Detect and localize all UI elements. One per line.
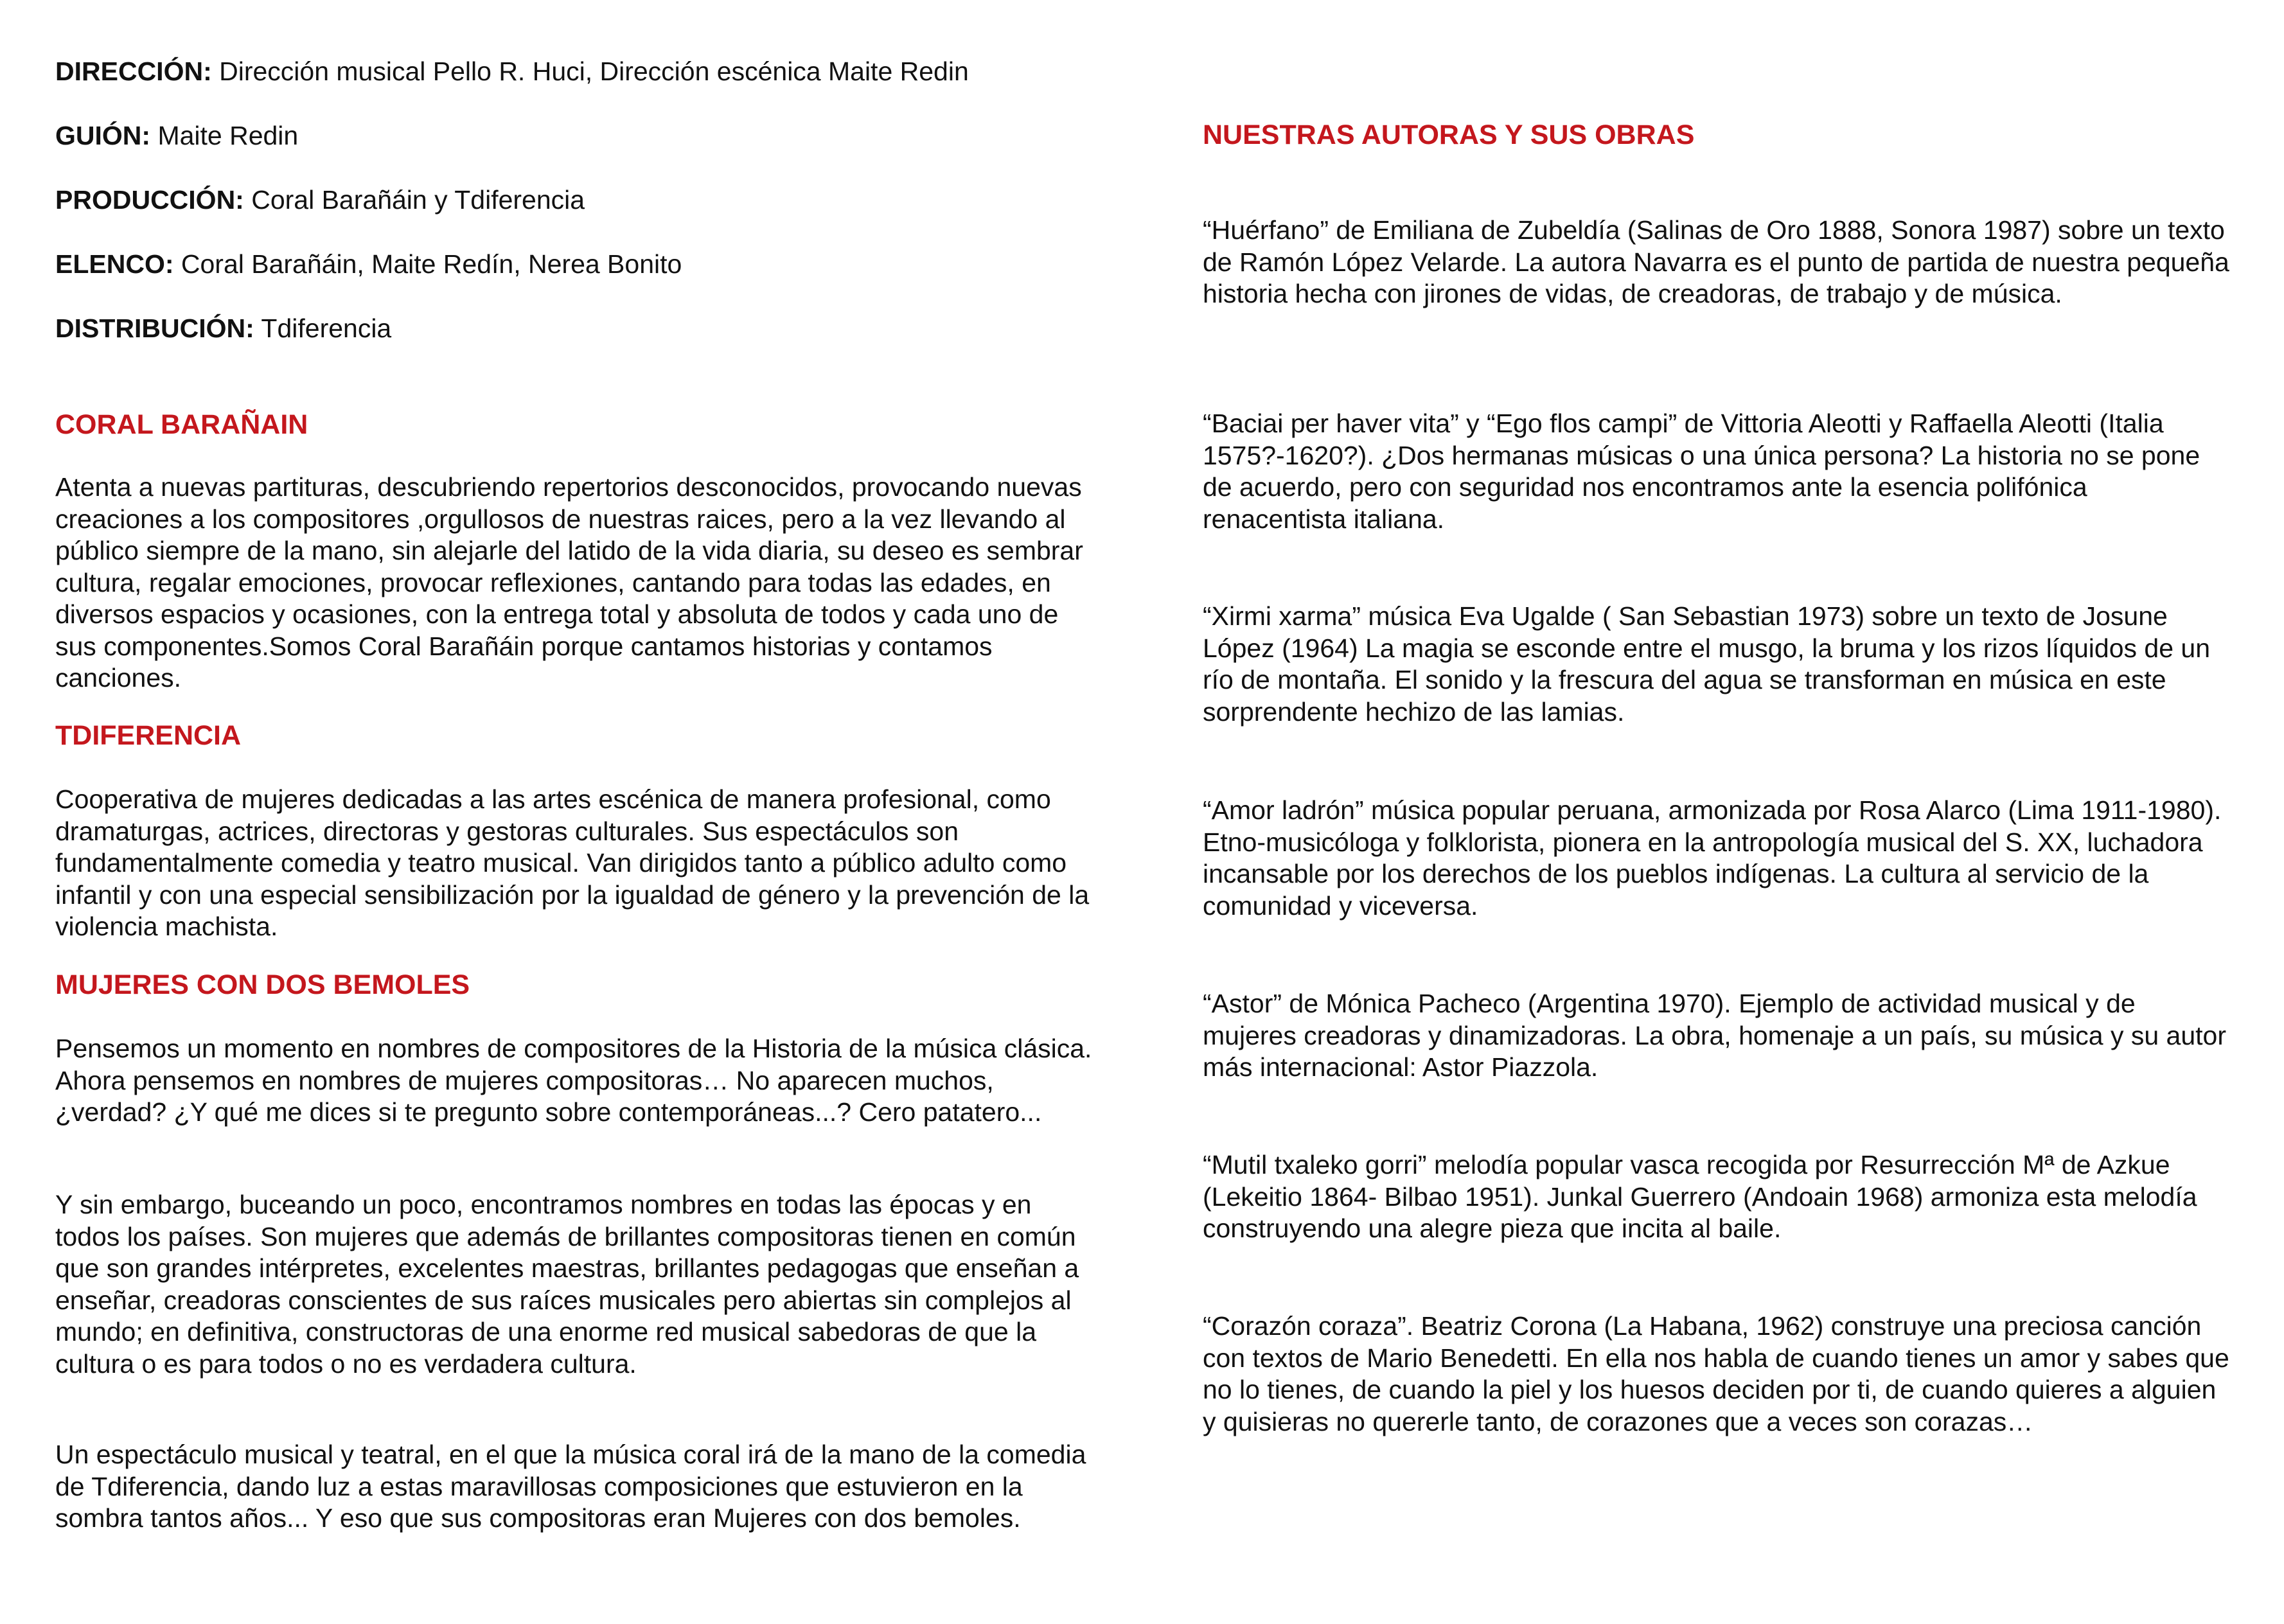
credit-produccion <box>55 184 585 216</box>
section-heading-tdiferencia: TDIFERENCIA <box>55 720 242 751</box>
work-entry-astor: “Astor” de Mónica Pacheco (Argentina 1970). Ejemplo de actividad musical y de mujeres creadoras y dinamizadoras. La obra, homenaje a un país, su música y su autor más internacional: Astor Piazzola. <box>1203 989 2226 1082</box>
mujeres-paragraph-2: Y sin embargo, buceando un poco, encontramos nombres en todas las épocas y en todos los países. Son mujeres que además de brillantes compositoras tienen en común que son grandes intérpretes, excelentes maestras, brillantes pedagogas que enseñan a enseñar, creadoras conscientes de sus raíces musicales pero abiertas sin complejos al mundo; en definitiva, constructoras de una enorme red musical sabedoras de que la cultura o es para todos o no es verdadera cultura. <box>55 1190 1079 1379</box>
credit-label: ELENCO: <box>55 249 174 279</box>
credit-distribucion <box>55 312 391 344</box>
credit-label: GUIÓN: <box>55 121 151 150</box>
coral-baranain-paragraph: Atenta a nuevas partituras, descubriendo repertorios desconocidos, provocando nuevas creaciones a los compositores ,orgullosos de nuestras raices, pero a la vez llevando al público siempre de la mano, sin alejarle del latido de la vida diaria, su deseo es sembrar cultura, regalar emociones, provocar reflexiones, cantando para todas las edades, en diversos espacios y ocasiones, con la entrega total y absoluta de todos y cada uno de sus componentes.Somos Coral Barañáin porque cantamos historias y contamos canciones. <box>55 472 1083 693</box>
credit-direccion <box>55 55 969 87</box>
work-entry-mutil-txaleko-gorri: “Mutil txaleko gorri” melodía popular vasca recogida por Resurrección Mª de Azkue (Lekeitio 1864- Bilbao 1951). Junkal Guerrero (Andoain 1968) armoniza esta melodía construyendo una alegre pieza que incita al baile. <box>1203 1150 2197 1243</box>
credit-value: Maite Redin <box>150 121 299 150</box>
mujeres-paragraph-3: Un espectáculo musical y teatral, en el que la música coral irá de la mano de la comedia de Tdiferencia, dando luz a estas maravillosas composiciones que estuvieron en la sombra tantos años... Y eso que sus compositoras eran Mujeres con dos bemoles. <box>55 1440 1086 1533</box>
work-entry-amor-ladron: “Amor ladrón” música popular peruana, armonizada por Rosa Alarco (Lima 1911-1980). Etno-musicóloga y folklorista, pionera en la antropología musical del S. XX, luchadora incansable por los derechos de los pueblos indígenas. La cultura al servicio de la comunidad y viceversa. <box>1203 795 2222 921</box>
work-entry-huerfano: “Huérfano” de Emiliana de Zubeldía (Salinas de Oro 1888, Sonora 1987) sobre un texto de Ramón López Velarde. La autora Navarra es el punto de partida de nuestra pequeña historia hecha con jirones de vidas, de creadoras, de trabajo y de música. <box>1203 215 2229 308</box>
work-entry-corazon-coraza: “Corazón coraza”. Beatriz Corona (La Habana, 1962) construye una preciosa canción con textos de Mario Benedetti. En ella nos habla de cuando tienes un amor y sabes que no lo tienes, de cuando la piel y los huesos deciden por ti, de cuando quieres a alguien y quisieras no quererle tanto, de corazones que a veces son corazas… <box>1203 1311 2229 1436</box>
credit-value: Coral Barañáin y Tdiferencia <box>243 185 585 215</box>
mujeres-paragraph-1: Pensemos un momento en nombres de compositores de la Historia de la música clásica. Ahora pensemos en nombres de mujeres compositoras… No aparecen muchos, ¿verdad? ¿Y qué me dices si te pregunto sobre contemporáneas...? Cero patatero... <box>55 1034 1092 1127</box>
credit-label: DIRECCIÓN: <box>55 57 212 86</box>
section-heading-nuestras-autoras: NUESTRAS AUTORAS Y SUS OBRAS <box>1203 119 1695 150</box>
credit-value: Dirección musical Pello R. Huci, Dirección escénica Maite Redin <box>211 57 969 86</box>
credit-label: PRODUCCIÓN: <box>55 185 244 215</box>
credit-value: Tdiferencia <box>254 313 392 343</box>
section-heading-coral-baranain: CORAL BARAÑAIN <box>55 409 308 440</box>
work-entry-baciai: “Baciai per haver vita” y “Ego flos campi” de Vittoria Aleotti y Raffaella Aleotti (Italia 1575?-1620?). ¿Dos hermanas músicas o una única persona? La historia no se pone de acuerdo, pero con seguridad nos encontramos ante la esencia polifónica renacentista italiana. <box>1203 409 2200 534</box>
work-entry-xirmi-xarma: “Xirmi xarma” música Eva Ugalde ( San Sebastian 1973) sobre un texto de Josune López (1964) La magia se esconde entre el musgo, la bruma y los rizos líquidos de un río de montaña. El sonido y la frescura del agua se transforman en música en este sorprendente hechizo de las lamias. <box>1203 601 2211 727</box>
credit-elenco <box>55 248 682 280</box>
section-heading-mujeres-con-dos-bemoles: MUJERES CON DOS BEMOLES <box>55 969 470 1000</box>
credit-label: DISTRIBUCIÓN: <box>55 313 254 343</box>
credit-guion <box>55 119 298 152</box>
credit-value: Coral Barañáin, Maite Redín, Nerea Bonito <box>173 249 682 279</box>
tdiferencia-paragraph: Cooperativa de mujeres dedicadas a las artes escénica de manera profesional, como dramaturgas, actrices, directoras y gestoras culturales. Sus espectáculos son fundamentalmente comedia y teatro musical. Van dirigidos tanto a público adulto como infantil y con una especial sensibilización por la igualdad de género y la prevención de la violencia machista. <box>55 784 1090 941</box>
